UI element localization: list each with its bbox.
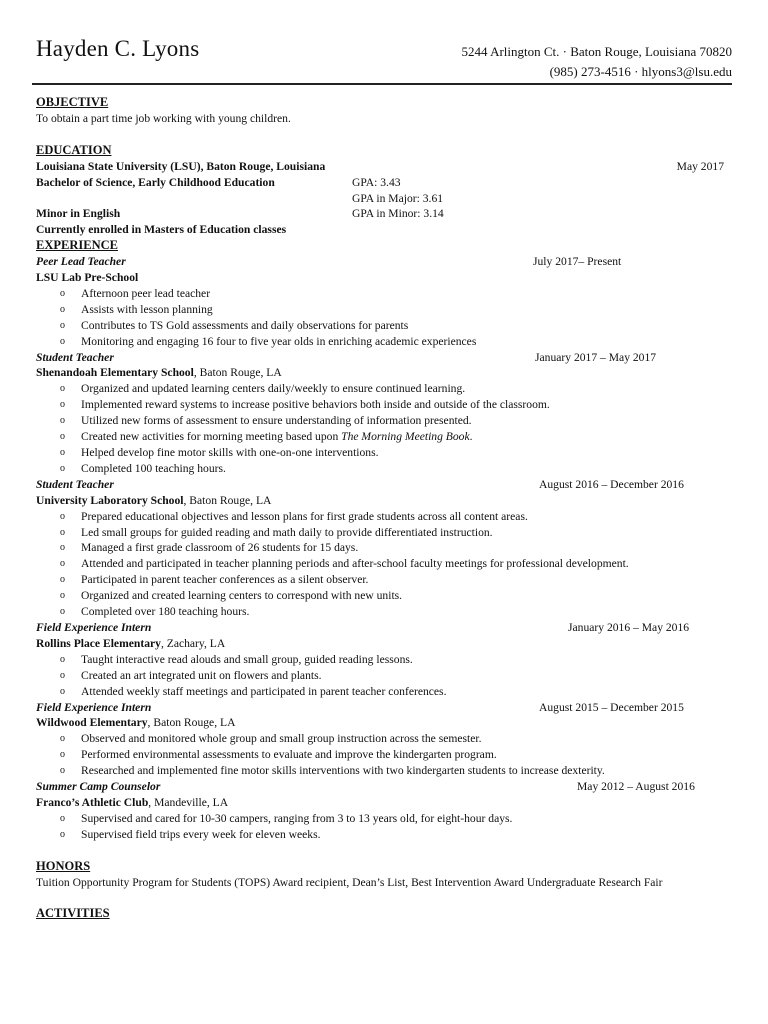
objective-text: To obtain a part time job working with young children.	[36, 111, 291, 125]
list-item: o Observed and monitored whole group and small group instruction across the semester.	[36, 731, 732, 747]
job-bullets	[36, 731, 732, 779]
list-item: o Completed 100 teaching hours.	[36, 461, 732, 477]
job-title: Student Teacher	[36, 350, 114, 364]
candidate-name: Hayden C. Lyons	[36, 36, 200, 61]
objective-heading: OBJECTIVE	[36, 95, 109, 109]
contact-phone-email: (985) 273-4516 · hlyons3@lsu.edu	[549, 64, 732, 79]
gpa-minor: GPA in Minor: 3.14	[352, 207, 444, 221]
job-location: , Baton Rouge, LA	[147, 716, 236, 730]
job-bullets	[36, 381, 732, 476]
honors-text: Tuition Opportunity Program for Students (TOPS) Award recipient, Dean’s List, Best Intervention Award Undergraduate Research Fair	[36, 875, 663, 889]
list-item: o Performed environmental assessments to evaluate and improve the kindergarten program.	[36, 747, 732, 763]
list-item: o Supervised field trips every week for eleven weeks.	[36, 827, 732, 843]
list-item: o Led small groups for guided reading and math daily to provide differentiated instruction.	[36, 525, 732, 541]
job-title: Peer Lead Teacher	[36, 255, 126, 269]
list-item: o Helped develop fine motor skills with one-on-one interventions.	[36, 445, 732, 461]
job-header	[36, 477, 732, 493]
list-item: o Participated in parent teacher conferences as a silent observer.	[36, 572, 732, 588]
job-org-line	[36, 270, 732, 286]
job-org: University Laboratory School	[36, 493, 184, 507]
job-org: Shenandoah Elementary School	[36, 366, 194, 380]
list-item: o Implemented reward systems to increase positive behaviors both inside and outside of the classroom.	[36, 397, 732, 413]
list-item	[36, 429, 732, 445]
job-dates: January 2017 – May 2017	[535, 350, 657, 364]
list-item: o Completed over 180 teaching hours.	[36, 604, 732, 620]
job-location: , Mandeville, LA	[148, 795, 229, 809]
job-title: Student Teacher	[36, 477, 114, 491]
job-dates: May 2012 – August 2016	[577, 780, 695, 794]
job-org: Franco’s Athletic Club	[36, 795, 149, 809]
header-divider	[32, 83, 732, 85]
list-item: o Attended and participated in teacher planning periods and after-school faculty meetings for professional development.	[36, 556, 732, 572]
job-header	[36, 620, 732, 636]
activities-heading: ACTIVITIES	[36, 906, 110, 921]
list-item: o Contributes to TS Gold assessments and daily observations for parents	[36, 318, 732, 334]
job-location: , Baton Rouge, LA	[183, 493, 272, 507]
list-item: o Created an art integrated unit on flowers and plants.	[36, 668, 732, 684]
list-item: o Afternoon peer lead teacher	[36, 286, 732, 302]
job-bullets	[36, 509, 732, 620]
list-item: o Utilized new forms of assessment to ensure understanding of information presented.	[36, 413, 732, 429]
contact-address: 5244 Arlington Ct. · Baton Rouge, Louisiana 70820	[461, 44, 732, 59]
job-dates: August 2015 – December 2015	[539, 700, 684, 714]
experience-heading: EXPERIENCE	[36, 238, 118, 253]
list-item: o Organized and updated learning centers daily/weekly to ensure continued learning.	[36, 381, 732, 397]
list-item: o Supervised and cared for 10-30 campers, ranging from 3 to 13 years old, for eight-hour days.	[36, 811, 732, 827]
minor: Minor in English	[36, 207, 121, 221]
job-title: Summer Camp Counselor	[36, 780, 161, 794]
job-header	[36, 700, 732, 716]
job-org: Wildwood Elementary	[36, 716, 148, 730]
degree: Bachelor of Science, Early Childhood Education	[36, 175, 275, 189]
job-org-line	[36, 493, 732, 509]
gpa-major: GPA in Major: 3.61	[352, 191, 444, 205]
list-item-text: Created new activities for morning meeting based upon	[81, 430, 342, 444]
list-item: o Assists with lesson planning	[36, 302, 732, 318]
job-dates: January 2016 – May 2016	[568, 620, 690, 634]
list-item: o Attended weekly staff meetings and participated in parent teacher conferences.	[36, 684, 732, 700]
job-org: Rollins Place Elementary	[36, 636, 161, 650]
honors-heading: HONORS	[36, 858, 91, 873]
list-item: o Managed a first grade classroom of 26 students for 15 days.	[36, 540, 732, 556]
job-dates: July 2017– Present	[533, 255, 622, 269]
job-org-line	[36, 795, 732, 811]
list-item: o Prepared educational objectives and lesson plans for first grade students across all content areas.	[36, 509, 732, 525]
job-location: , Zachary, LA	[160, 636, 226, 650]
job-org: LSU Lab Pre-School	[36, 271, 139, 285]
graduation-date: May 2017	[676, 159, 724, 173]
job-bullets	[36, 811, 732, 843]
job-header	[36, 779, 732, 795]
job-title: Field Experience Intern	[36, 620, 152, 634]
job-location: , Baton Rouge, LA	[193, 366, 282, 380]
job-bullets	[36, 652, 732, 700]
job-title: Field Experience Intern	[36, 700, 152, 714]
book-title: The Morning Meeting Book	[341, 430, 470, 444]
job-bullets	[36, 286, 732, 350]
list-item-suffix: .	[469, 430, 473, 444]
list-item: o Monitoring and engaging 16 four to five year olds in enriching academic experiences	[36, 334, 732, 350]
resume-body	[36, 95, 732, 922]
job-org-line	[36, 715, 732, 731]
job-header	[36, 254, 732, 270]
job-org-line	[36, 636, 732, 652]
school-name: Louisiana State University (LSU), Baton Rouge, Louisiana	[36, 159, 326, 173]
education-note: Currently enrolled in Masters of Education classes	[36, 223, 287, 237]
list-item: o Taught interactive read alouds and small group, guided reading lessons.	[36, 652, 732, 668]
job-dates: August 2016 – December 2016	[539, 477, 684, 491]
gpa-overall: GPA: 3.43	[352, 175, 401, 189]
list-item: o Organized and created learning centers to correspond with new units.	[36, 588, 732, 604]
job-header	[36, 350, 732, 366]
list-item: o Researched and implemented fine motor skills interventions with two kindergarten students to increase dexterity.	[36, 763, 732, 779]
education-heading: EDUCATION	[36, 142, 112, 157]
job-org-line	[36, 365, 732, 381]
